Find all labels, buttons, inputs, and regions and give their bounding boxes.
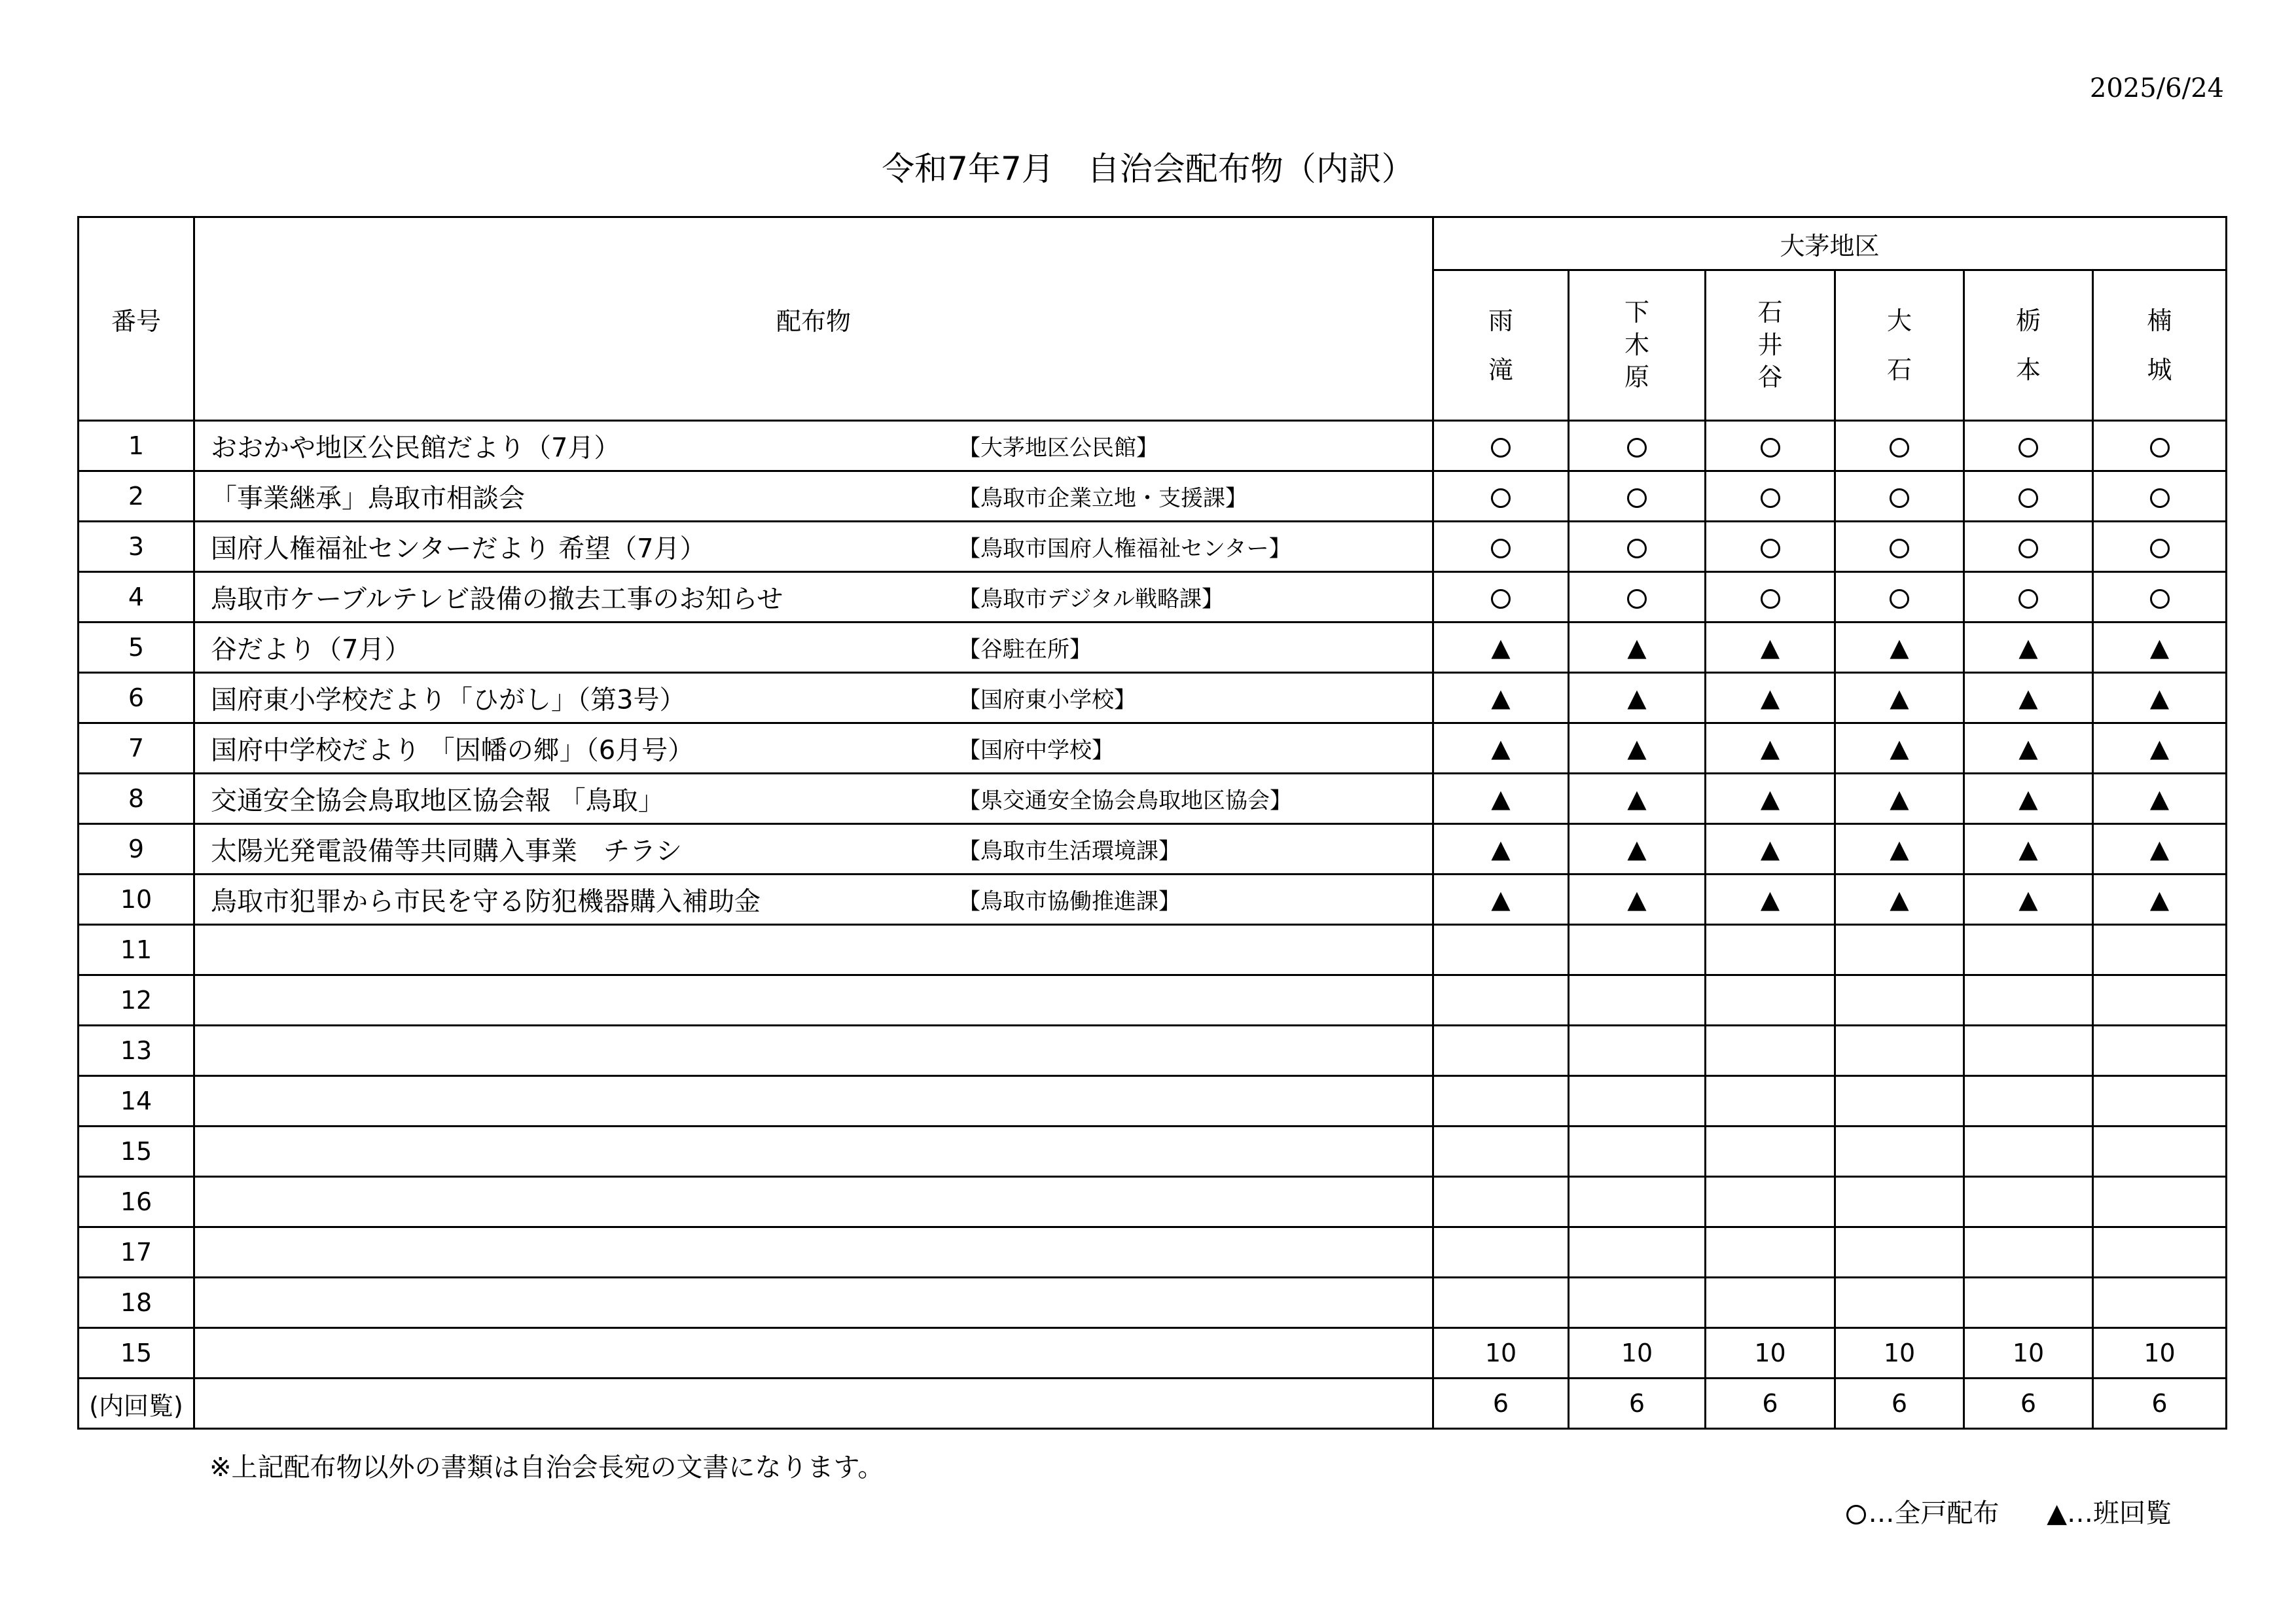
- item-source: 【鳥取市国府人権福祉センター】: [958, 535, 1291, 562]
- mark-cell: [1964, 774, 2093, 824]
- row-number: 15: [79, 1127, 194, 1177]
- triangle-icon: ▲: [2018, 784, 2038, 813]
- mark-cell: [1835, 824, 1964, 875]
- table-row: [79, 1127, 2227, 1177]
- triangle-icon: ▲: [1760, 633, 1780, 662]
- header-item: 配布物: [194, 217, 1433, 421]
- item-source: 【県交通安全協会鳥取地区協会】: [958, 787, 1292, 814]
- mark-cell: [1835, 1127, 1964, 1177]
- circle-icon: [1761, 539, 1780, 558]
- item-cell: [194, 875, 1433, 925]
- mark-cell: [1964, 875, 2093, 925]
- mark-cell: [1706, 1026, 1835, 1076]
- column-label: 石 井 谷: [1757, 298, 1783, 392]
- row-number: 8: [79, 774, 194, 824]
- mark-cell: [2093, 723, 2227, 774]
- circle-icon: [1890, 488, 1909, 508]
- table-row: [79, 774, 2227, 824]
- mark-cell: [1835, 774, 1964, 824]
- mark-cell: [2093, 421, 2227, 471]
- mark-cell: [1964, 1278, 2093, 1328]
- row-number: 9: [79, 824, 194, 875]
- circle-icon: [2150, 539, 2170, 558]
- mark-cell: [1433, 421, 1569, 471]
- table-row: [79, 421, 2227, 471]
- mark-cell: [2093, 471, 2227, 522]
- mark-cell: [1964, 1177, 2093, 1227]
- mark-cell: [2093, 1076, 2227, 1127]
- mark-cell: [1706, 975, 1835, 1026]
- mark-cell: [1433, 1076, 1569, 1127]
- mark-cell: [1569, 1026, 1706, 1076]
- mark-cell: [2093, 1177, 2227, 1227]
- header-column-6: [2093, 270, 2227, 421]
- item-name: 鳥取市ケーブルテレビ設備の撤去工事のお知らせ: [211, 584, 783, 615]
- item-name: 「事業継承」鳥取市相談会: [211, 483, 525, 514]
- table-row: [79, 925, 2227, 975]
- mark-cell: [1569, 824, 1706, 875]
- column-label: 栃 本: [2015, 306, 2041, 384]
- column-label: 雨 滝: [1488, 306, 1513, 384]
- circle-icon: [1890, 539, 1909, 558]
- mark-cell: [1433, 1227, 1569, 1278]
- triangle-icon: ▲: [1627, 784, 1647, 813]
- mark-cell: [1569, 975, 1706, 1026]
- triangle-icon: ▲: [1890, 784, 1909, 813]
- mark-cell: [1835, 1026, 1964, 1076]
- mark-cell: [1433, 774, 1569, 824]
- triangle-icon: ▲: [1491, 683, 1511, 712]
- row-number: 17: [79, 1227, 194, 1278]
- header-area: 大茅地区: [1433, 217, 2227, 270]
- row-number: 16: [79, 1177, 194, 1227]
- mark-cell: [1706, 1127, 1835, 1177]
- circle-icon: [2150, 589, 2170, 609]
- total-row: [79, 1328, 2227, 1379]
- mark-cell: [1569, 1177, 1706, 1227]
- triangle-icon: ▲: [2018, 633, 2038, 662]
- mark-cell: [1569, 623, 1706, 673]
- mark-cell: [1706, 774, 1835, 824]
- table-row: [79, 1026, 2227, 1076]
- mark-cell: [2093, 1127, 2227, 1177]
- mark-cell: [1706, 723, 1835, 774]
- row-number: 13: [79, 1026, 194, 1076]
- mark-cell: [1433, 824, 1569, 875]
- triangle-icon: ▲: [2149, 784, 2170, 813]
- mark-cell: [1706, 522, 1835, 572]
- mark-cell: [1706, 925, 1835, 975]
- triangle-icon: ▲: [1627, 734, 1647, 763]
- mark-cell: [1964, 522, 2093, 572]
- mark-cell: [1964, 1026, 2093, 1076]
- circle-icon: [1890, 438, 1909, 458]
- triangle-icon: ▲: [2149, 734, 2170, 763]
- total-blank: [194, 1328, 1433, 1379]
- item-name: 交通安全協会鳥取地区協会報 「鳥取」: [211, 785, 664, 816]
- table-row: [79, 723, 2227, 774]
- mark-cell: [1569, 673, 1706, 723]
- document-date: 2025/6/24: [2089, 73, 2224, 103]
- triangle-icon: ▲: [1491, 835, 1511, 863]
- table-row: [79, 673, 2227, 723]
- header-column-3: [1706, 270, 1835, 421]
- circle-icon: [1846, 1505, 1866, 1525]
- mark-cell: [1835, 572, 1964, 623]
- mark-cell: [1835, 723, 1964, 774]
- item-cell: [194, 1127, 1433, 1177]
- mark-cell: [1835, 1076, 1964, 1127]
- circle-icon: [2150, 438, 2170, 458]
- circle-icon: [1491, 488, 1511, 508]
- triangle-icon: ▲: [1890, 885, 1909, 914]
- row-number: 1: [79, 421, 194, 471]
- item-cell: [194, 522, 1433, 572]
- circle-icon: [1890, 589, 1909, 609]
- mark-cell: [1433, 572, 1569, 623]
- mark-cell: [1569, 723, 1706, 774]
- mark-cell: [1964, 421, 2093, 471]
- mark-cell: [1433, 1177, 1569, 1227]
- circle-icon: [1627, 589, 1647, 609]
- item-source: 【谷駐在所】: [958, 636, 1092, 663]
- triangle-icon: ▲: [1491, 633, 1511, 662]
- total-value: 10: [1835, 1328, 1964, 1379]
- row-number: 12: [79, 975, 194, 1026]
- mark-cell: [1569, 925, 1706, 975]
- mark-cell: [1964, 471, 2093, 522]
- table-row: [79, 824, 2227, 875]
- item-cell: [194, 824, 1433, 875]
- mark-cell: [1433, 975, 1569, 1026]
- triangle-icon: ▲: [2018, 835, 2038, 863]
- mark-cell: [1964, 1076, 2093, 1127]
- header-column-2: [1569, 270, 1706, 421]
- triangle-icon: ▲: [2149, 633, 2170, 662]
- circle-icon: [1761, 589, 1780, 609]
- triangle-icon: ▲: [1627, 835, 1647, 863]
- triangle-icon: ▲: [2018, 683, 2038, 712]
- distribution-table: [77, 216, 2227, 1430]
- mark-cell: [1569, 1227, 1706, 1278]
- item-cell: [194, 572, 1433, 623]
- column-label: 楠 城: [2147, 306, 2172, 384]
- footnote: ※上記配布物以外の書類は自治会長宛の文書になります。: [209, 1453, 884, 1483]
- item-cell: [194, 1227, 1433, 1278]
- row-number: 18: [79, 1278, 194, 1328]
- row-number: 11: [79, 925, 194, 975]
- mark-cell: [1964, 673, 2093, 723]
- mark-cell: [1433, 875, 1569, 925]
- header-column-4: [1835, 270, 1964, 421]
- circle-icon: [1491, 539, 1511, 558]
- row-number: 5: [79, 623, 194, 673]
- mark-cell: [1433, 1278, 1569, 1328]
- mark-cell: [1706, 471, 1835, 522]
- item-cell: [194, 623, 1433, 673]
- row-number: 7: [79, 723, 194, 774]
- mark-cell: [1569, 1278, 1706, 1328]
- item-cell: [194, 723, 1433, 774]
- item-name: 国府人権福祉センターだより 希望（7月）: [211, 533, 706, 564]
- total-label: (内回覧): [79, 1379, 194, 1429]
- header-number: 番号: [79, 217, 194, 421]
- item-cell: [194, 975, 1433, 1026]
- mark-cell: [1433, 925, 1569, 975]
- mark-cell: [1964, 824, 2093, 875]
- mark-cell: [2093, 824, 2227, 875]
- total-value: 10: [1706, 1328, 1835, 1379]
- mark-cell: [1569, 471, 1706, 522]
- mark-cell: [1964, 1127, 2093, 1177]
- total-value: 6: [2093, 1379, 2227, 1429]
- mark-cell: [1706, 673, 1835, 723]
- item-cell: [194, 1177, 1433, 1227]
- triangle-icon: ▲: [1760, 835, 1780, 863]
- triangle-icon: ▲: [1890, 734, 1909, 763]
- table-row: [79, 1278, 2227, 1328]
- mark-cell: [1835, 471, 1964, 522]
- mark-cell: [2093, 774, 2227, 824]
- legend-triangle: ▲…班回覧: [2047, 1498, 2172, 1528]
- triangle-icon: ▲: [1760, 734, 1780, 763]
- triangle-icon: ▲: [1627, 633, 1647, 662]
- row-number: 4: [79, 572, 194, 623]
- mark-cell: [1835, 975, 1964, 1026]
- total-value: 10: [1433, 1328, 1569, 1379]
- triangle-icon: ▲: [2018, 734, 2038, 763]
- total-value: 6: [1706, 1379, 1835, 1429]
- item-source: 【国府東小学校】: [958, 687, 1136, 713]
- mark-cell: [1706, 1227, 1835, 1278]
- item-name: 国府中学校だより 「因幡の郷」（6月号）: [211, 735, 694, 766]
- row-number: 6: [79, 673, 194, 723]
- mark-cell: [1569, 774, 1706, 824]
- circle-icon: [2018, 488, 2038, 508]
- item-cell: [194, 471, 1433, 522]
- legend-circle: …全戸配布: [1807, 1498, 2000, 1528]
- row-number: 10: [79, 875, 194, 925]
- item-cell: [194, 774, 1433, 824]
- triangle-icon: ▲: [1890, 835, 1909, 863]
- mark-cell: [1706, 421, 1835, 471]
- mark-cell: [1706, 1076, 1835, 1127]
- mark-cell: [2093, 1278, 2227, 1328]
- mark-cell: [1433, 623, 1569, 673]
- mark-cell: [1964, 925, 2093, 975]
- circle-icon: [2018, 589, 2038, 609]
- item-name: おおかや地区公民館だより（7月）: [211, 433, 620, 463]
- mark-cell: [2093, 572, 2227, 623]
- table-row: [79, 1227, 2227, 1278]
- circle-icon: [2150, 488, 2170, 508]
- table-row: [79, 975, 2227, 1026]
- triangle-icon: ▲: [2149, 835, 2170, 863]
- triangle-icon: ▲: [1627, 683, 1647, 712]
- total-value: 6: [1835, 1379, 1964, 1429]
- table-row: [79, 875, 2227, 925]
- mark-cell: [1835, 421, 1964, 471]
- mark-cell: [1964, 975, 2093, 1026]
- mark-cell: [1706, 1278, 1835, 1328]
- triangle-icon: ▲: [1890, 683, 1909, 712]
- page-title: 令和7年7月 自治会配布物（内訳）: [882, 150, 1414, 188]
- mark-cell: [1964, 623, 2093, 673]
- circle-icon: [1761, 438, 1780, 458]
- row-number: 14: [79, 1076, 194, 1127]
- total-value: 6: [1964, 1379, 2093, 1429]
- mark-cell: [1706, 572, 1835, 623]
- mark-cell: [1835, 1278, 1964, 1328]
- circle-icon: [1627, 488, 1647, 508]
- triangle-icon: ▲: [1491, 885, 1511, 914]
- total-label: 15: [79, 1328, 194, 1379]
- circle-icon: [1761, 488, 1780, 508]
- header-column-5: [1964, 270, 2093, 421]
- mark-cell: [1706, 623, 1835, 673]
- item-name: 国府東小学校だより「ひがし」（第3号）: [211, 685, 686, 715]
- column-label: 大 石: [1886, 306, 1912, 384]
- mark-cell: [2093, 925, 2227, 975]
- mark-cell: [1433, 1026, 1569, 1076]
- triangle-icon: ▲: [1760, 885, 1780, 914]
- item-name: 谷だより（7月）: [211, 634, 411, 665]
- mark-cell: [1569, 572, 1706, 623]
- header-column-1: [1433, 270, 1569, 421]
- triangle-icon: ▲: [1491, 784, 1511, 813]
- item-source: 【大茅地区公民館】: [958, 435, 1158, 461]
- item-cell: [194, 925, 1433, 975]
- circle-icon: [1491, 438, 1511, 458]
- mark-cell: [1433, 522, 1569, 572]
- item-source: 【鳥取市デジタル戦略課】: [958, 586, 1224, 613]
- mark-cell: [2093, 623, 2227, 673]
- table-row: [79, 471, 2227, 522]
- item-cell: [194, 421, 1433, 471]
- mark-cell: [1706, 824, 1835, 875]
- mark-cell: [1835, 673, 1964, 723]
- mark-cell: [2093, 673, 2227, 723]
- circle-icon: [1627, 539, 1647, 558]
- mark-cell: [1433, 673, 1569, 723]
- table-row: [79, 623, 2227, 673]
- total-value: 10: [1964, 1328, 2093, 1379]
- mark-cell: [1964, 572, 2093, 623]
- table-row: [79, 572, 2227, 623]
- mark-cell: [1433, 471, 1569, 522]
- table-row: [79, 1177, 2227, 1227]
- item-source: 【鳥取市生活環境課】: [958, 838, 1181, 865]
- mark-cell: [1569, 421, 1706, 471]
- mark-cell: [1569, 1076, 1706, 1127]
- mark-cell: [1835, 875, 1964, 925]
- mark-cell: [1569, 1127, 1706, 1177]
- total-row: [79, 1379, 2227, 1429]
- item-cell: [194, 1278, 1433, 1328]
- item-source: 【国府中学校】: [958, 737, 1114, 764]
- mark-cell: [1569, 875, 1706, 925]
- triangle-icon: ▲: [2149, 885, 2170, 914]
- total-blank: [194, 1379, 1433, 1429]
- row-number: 2: [79, 471, 194, 522]
- mark-cell: [1835, 1227, 1964, 1278]
- mark-cell: [1964, 723, 2093, 774]
- mark-cell: [2093, 522, 2227, 572]
- circle-icon: [2018, 539, 2038, 558]
- mark-cell: [1569, 522, 1706, 572]
- mark-cell: [2093, 975, 2227, 1026]
- mark-cell: [1835, 623, 1964, 673]
- item-cell: [194, 673, 1433, 723]
- mark-cell: [1835, 925, 1964, 975]
- column-label: 下 木 原: [1624, 298, 1649, 392]
- triangle-icon: ▲: [2149, 683, 2170, 712]
- item-source: 【鳥取市協働推進課】: [958, 888, 1181, 915]
- triangle-icon: ▲: [1627, 885, 1647, 914]
- triangle-icon: ▲: [2018, 885, 2038, 914]
- item-cell: [194, 1026, 1433, 1076]
- circle-icon: [2018, 438, 2038, 458]
- triangle-icon: ▲: [1491, 734, 1511, 763]
- mark-cell: [2093, 875, 2227, 925]
- total-value: 10: [1569, 1328, 1706, 1379]
- circle-icon: [1627, 438, 1647, 458]
- table-row: [79, 1076, 2227, 1127]
- mark-cell: [1835, 522, 1964, 572]
- total-value: 10: [2093, 1328, 2227, 1379]
- legend: [1768, 1492, 2172, 1530]
- mark-cell: [2093, 1227, 2227, 1278]
- triangle-icon: ▲: [1890, 633, 1909, 662]
- circle-icon: [1491, 589, 1511, 609]
- mark-cell: [1964, 1227, 2093, 1278]
- mark-cell: [1706, 1177, 1835, 1227]
- row-number: 3: [79, 522, 194, 572]
- item-name: 太陽光発電設備等共同購入事業 チラシ: [211, 836, 682, 867]
- item-source: 【鳥取市企業立地・支援課】: [958, 485, 1247, 512]
- table-row: [79, 522, 2227, 572]
- total-value: 6: [1433, 1379, 1569, 1429]
- total-value: 6: [1569, 1379, 1706, 1429]
- item-cell: [194, 1076, 1433, 1127]
- item-name: 鳥取市犯罪から市民を守る防犯機器購入補助金: [211, 886, 761, 917]
- mark-cell: [1835, 1177, 1964, 1227]
- mark-cell: [2093, 1026, 2227, 1076]
- mark-cell: [1706, 875, 1835, 925]
- triangle-icon: ▲: [1760, 784, 1780, 813]
- triangle-icon: ▲: [1760, 683, 1780, 712]
- mark-cell: [1433, 1127, 1569, 1177]
- mark-cell: [1433, 723, 1569, 774]
